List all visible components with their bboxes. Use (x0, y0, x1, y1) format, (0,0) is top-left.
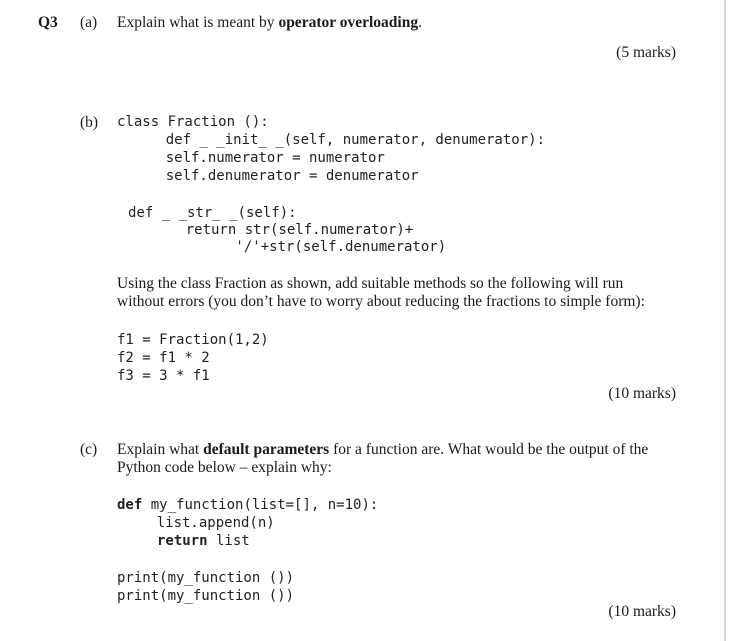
part-c-code-body-line-1: list.append(n) (123, 515, 275, 531)
part-b-code-str-line-2: return str(self.numerator)+ (152, 222, 414, 238)
part-a-text (117, 14, 422, 32)
part-c-code-return-keyword: return (157, 533, 208, 549)
part-c-line1-before: Explain what (117, 441, 204, 458)
part-b-instruction-line-1: Using the class Fraction as shown, add suitable methods so the following will run (117, 275, 624, 292)
question-number: Q3 (38, 14, 58, 31)
part-c-code-return-line (157, 532, 250, 550)
page-edge-rule (724, 0, 726, 641)
part-a-label: (a) (80, 14, 98, 31)
part-c-text (117, 441, 648, 477)
part-c-code-print-line-2: print(my_function ()) (117, 588, 295, 604)
part-c-code-return-rest: list (207, 533, 250, 549)
part-b-instruction (117, 275, 645, 311)
part-c-line1-after: for a function are. What would be the output of the (329, 441, 649, 458)
part-b-marks: (10 marks) (608, 385, 676, 402)
part-b-code-class-line-4: self.denumerator = denumerator (132, 168, 419, 184)
part-b-code-class-line-3: self.numerator = numerator (132, 150, 385, 166)
part-b-code-class-line-2: def _ _init_ _(self, numerator, denumerator): (132, 132, 546, 148)
part-b-code-usage-line-3: f3 = 3 * f1 (117, 368, 210, 384)
part-c-line2: Python code below – explain why: (117, 459, 332, 476)
part-a-text-bold: operator overloading (278, 14, 419, 31)
part-b-code-usage-line-1: f1 = Fraction(1,2) (117, 332, 269, 348)
part-b-code-str-line-3: '/'+str(self.denumerator) (168, 239, 447, 255)
part-b-instruction-line-2: without errors (you don’t have to worry about reducing the fractions to simple form): (117, 293, 645, 310)
part-c-code-def-rest: my_function(list=[], n=10): (142, 497, 379, 513)
part-a-marks: (5 marks) (616, 44, 676, 61)
part-b-label: (b) (80, 114, 99, 131)
part-a-text-after: . (418, 14, 422, 31)
part-a-text-before: Explain what is meant by (117, 14, 279, 31)
part-b-code-usage-line-2: f2 = f1 * 2 (117, 350, 210, 366)
part-b-code-str-line-1: def _ _str_ _(self): (128, 205, 297, 221)
part-c-marks: (10 marks) (608, 603, 676, 620)
part-c-code-def-keyword: def (117, 497, 143, 513)
part-c-code-print-line-1: print(my_function ()) (117, 570, 295, 586)
part-c-line1-bold: default parameters (203, 441, 330, 458)
part-b-code-class-line-1: class Fraction (): (117, 114, 269, 130)
part-c-label: (c) (80, 441, 98, 458)
part-c-code-def-line (117, 496, 378, 514)
